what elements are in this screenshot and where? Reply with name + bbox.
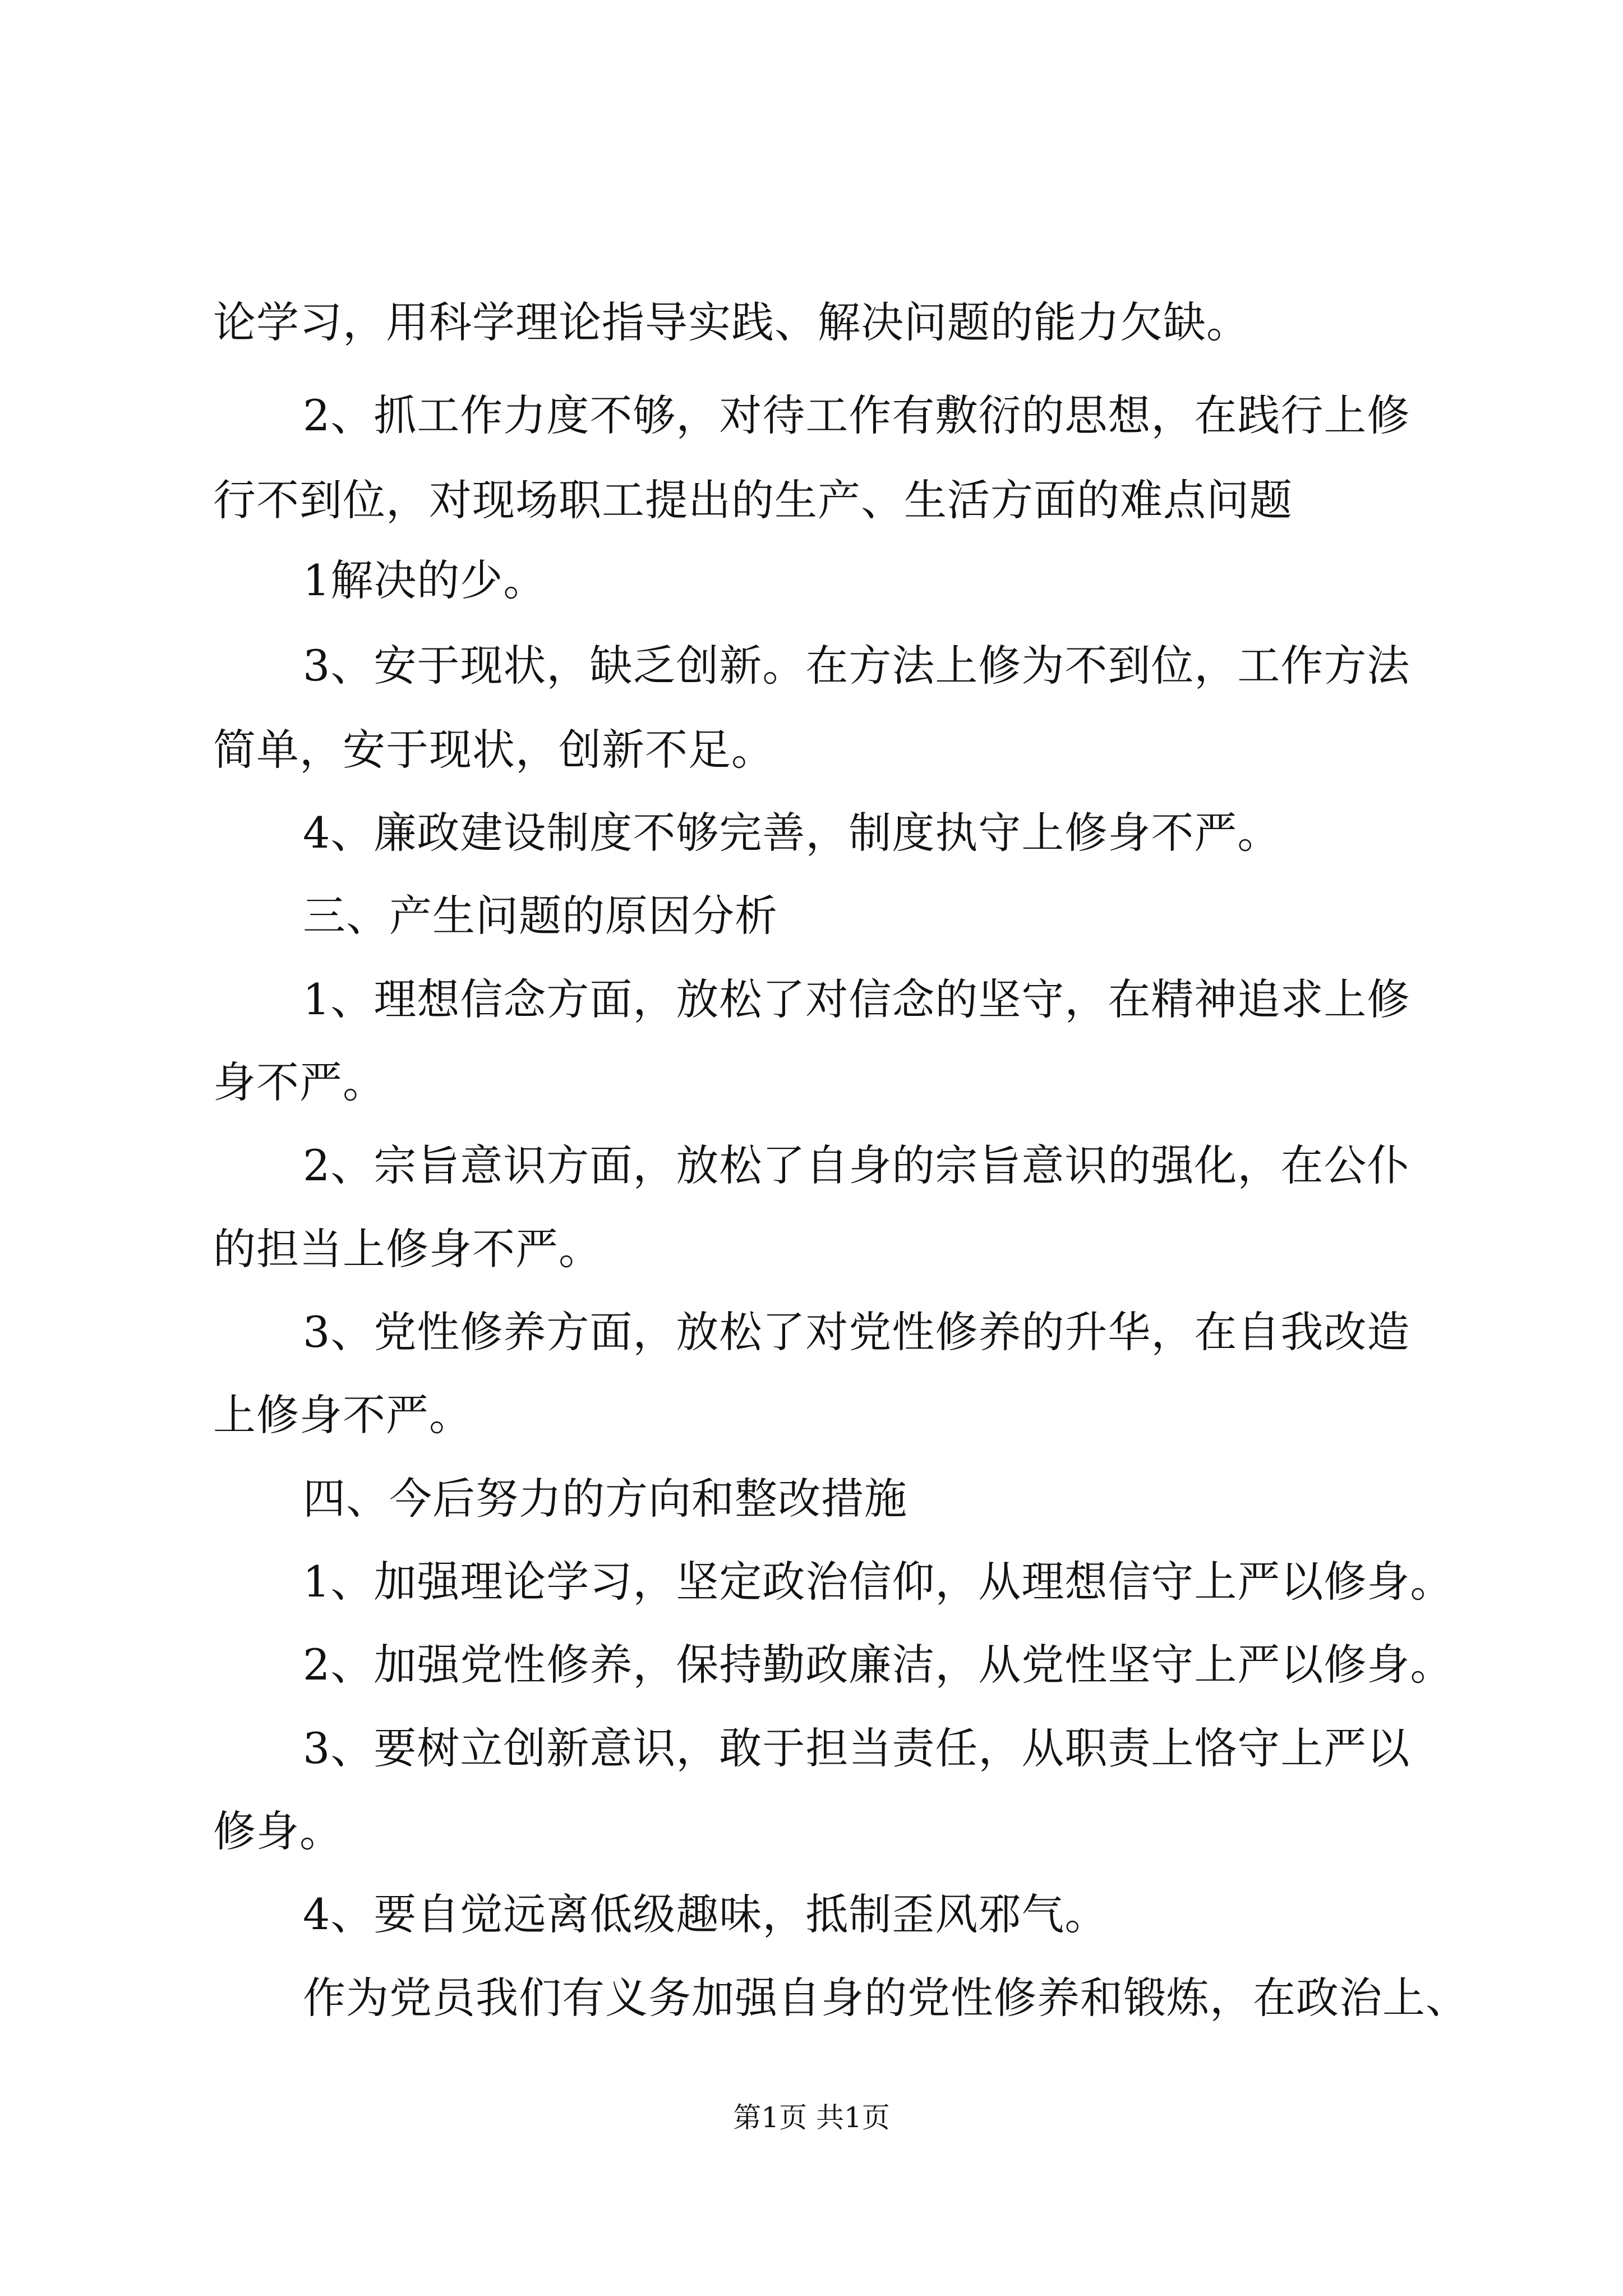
text-line: 修身。 xyxy=(213,1806,343,1856)
text-line: 简单，安于现状，创新不足。 xyxy=(213,725,774,775)
text-line: 2、加强党性修养，保持勤政廉洁，从党性坚守上严以修身。 xyxy=(303,1640,1454,1690)
text-line: 作为党员我们有义务加强自身的党性修养和锻炼，在政治上、 xyxy=(303,1973,1469,2023)
text-line: 4、要自觉远离低级趣味，抵制歪风邪气。 xyxy=(303,1889,1108,1939)
text-line: 1、加强理论学习，坚定政治信仰，从理想信守上严以修身。 xyxy=(303,1557,1454,1607)
text-line: 身不严。 xyxy=(213,1057,386,1107)
text-line: 2、抓工作力度不够，对待工作有敷衍的思想，在践行上修 xyxy=(303,390,1410,440)
text-line: 3、安于现状，缺乏创新。在方法上修为不到位，工作方法 xyxy=(303,641,1410,691)
text-line: 1解决的少。 xyxy=(303,555,547,605)
text-line: 4、廉政建设制度不够完善，制度执守上修身不严。 xyxy=(303,808,1281,858)
text-line: 3、要树立创新意识，敢于担当责任，从职责上恪守上严以 xyxy=(303,1723,1410,1773)
text-line: 3、党性修养方面，放松了对党性修养的升华，在自我改造 xyxy=(303,1307,1410,1357)
text-line: 上修身不严。 xyxy=(213,1390,472,1440)
text-line: 行不到位，对现场职工提出的生产、生活方面的难点问题 xyxy=(213,475,1293,525)
page-footer: 第1页 共1页 xyxy=(733,2101,890,2134)
text-line: 1、理想信念方面，放松了对信念的坚守，在精神追求上修 xyxy=(303,974,1410,1024)
section-heading: 四、今后努力的方向和整改措施 xyxy=(303,1474,907,1524)
section-heading: 三、产生问题的原因分析 xyxy=(303,891,778,941)
text-line: 论学习，用科学理论指导实践、解决问题的能力欠缺。 xyxy=(213,297,1249,347)
text-line: 的担当上修身不严。 xyxy=(213,1224,602,1274)
text-line: 2、宗旨意识方面，放松了自身的宗旨意识的强化，在公仆 xyxy=(303,1140,1410,1190)
